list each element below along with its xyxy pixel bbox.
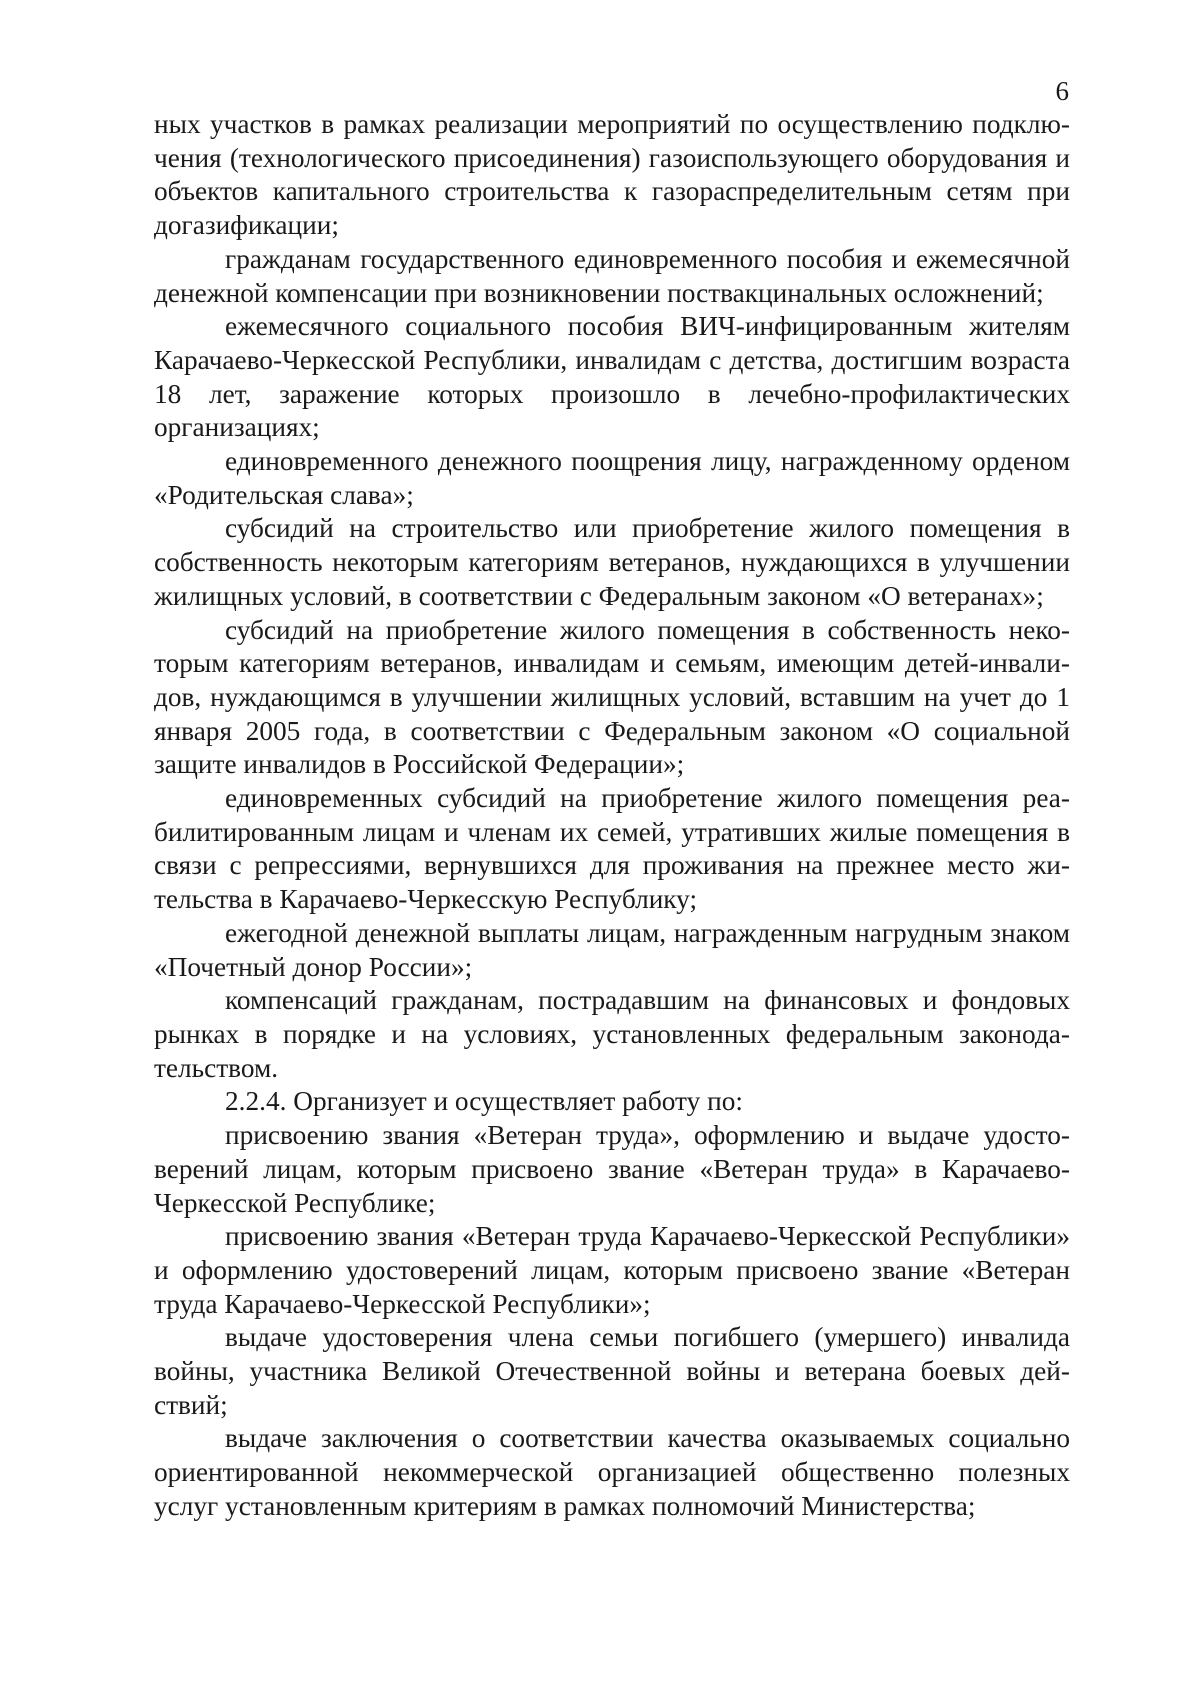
- paragraph-veterans-housing-subsidy: субсидий на строительство или приобретение жилого помещения в собственность некоторым категориям ветеранов, нуждающихся в улучшении жилищных условий, в соответствии с Федеральным законом «О ветеранах»;: [154, 513, 1070, 611]
- paragraph-section-2-2-4: 2.2.4. Организует и осуществляет работу по:: [225, 1086, 743, 1117]
- paragraph-rehabilitated-housing-subsidy: единовременных субсидий на приобретение жилого помещения реабилитированным лицам и членам их семей, утративших жилые помещения в связи с репрессиями, вернувшихся для проживания на прежнее место жительства в Карачаево-Черкесскую Республику;: [154, 783, 1070, 915]
- page-number: 6: [1055, 76, 1069, 106]
- paragraph-donor-payment: ежегодной денежной выплаты лицам, награжденным нагрудным знаком «Почетный донор России»;: [154, 917, 1070, 982]
- paragraph-family-member-certificate: выдаче удостоверения члена семьи погибшего (умершего) инвалида войны, участника Великой Отечественной войны и ветерана боевых действий;: [154, 1322, 1070, 1420]
- document-body: [154, 108, 1070, 1524]
- paragraph-parental-glory-award: единовременного денежного поощрения лицу, награжденному орденом «Родительская слава»;: [154, 446, 1070, 510]
- paragraph-quality-conclusion: выдаче заключения о соответствии качества оказываемых социально ориентированной некоммерческой организацией общественно полезных услуг установленным критериям в рамках полномочий Министерства;: [154, 1423, 1070, 1521]
- paragraph-labor-veteran-title: присвоению звания «Ветеран труда», оформлению и выдаче удостоверений лицам, которым присвоено звание «Ветеран труда» в Карачаево-Черкесской Республике;: [154, 1120, 1070, 1218]
- paragraph-disabled-housing-subsidy: субсидий на приобретение жилого помещения в собственность некоторым категориям ветеранов, инвалидам и семьям, имеющим детей-инвалидов, нуждающимся в улучшении жилищных условий, вставшим на учет до 1 января 2005 года, в соответствии с Федеральным законом «О социальной защите инвалидов в Российской Федерации»;: [154, 614, 1070, 780]
- paragraph-financial-market-compensation: компенсаций гражданам, пострадавшим на финансовых и фондовых рынках в порядке и на условиях, установленных федеральным законодательством.: [154, 985, 1070, 1083]
- paragraph-vaccination-benefit: гражданам государственного единовременного пособия и ежемесячной денежной компенсации при возникновении поствакцинальных осложнений;: [154, 243, 1070, 308]
- paragraph-hiv-allowance: ежемесячного социального пособия ВИЧ-инфицированным жителям Карачаево-Черкесской Республики, инвалидам с детства, достигшим возраста 18 лет, заражение которых произошло в лечебно-профилактических организациях;: [154, 311, 1070, 443]
- paragraph-kchr-labor-veteran-title: присвоению звания «Ветеран труда Карачаево-Черкесской Республики» и оформлению удостоверений лицам, которым присвоено звание «Ветеран труда Карачаево-Черкесской Республики»;: [154, 1221, 1070, 1319]
- paragraph-continuation: ных участков в рамках реализации мероприятий по осуществлению подключения (технологического присоединения) газоиспользующего оборудования и объектов капитального строительства к газораспределительным сетям при догазификации;: [154, 109, 1070, 241]
